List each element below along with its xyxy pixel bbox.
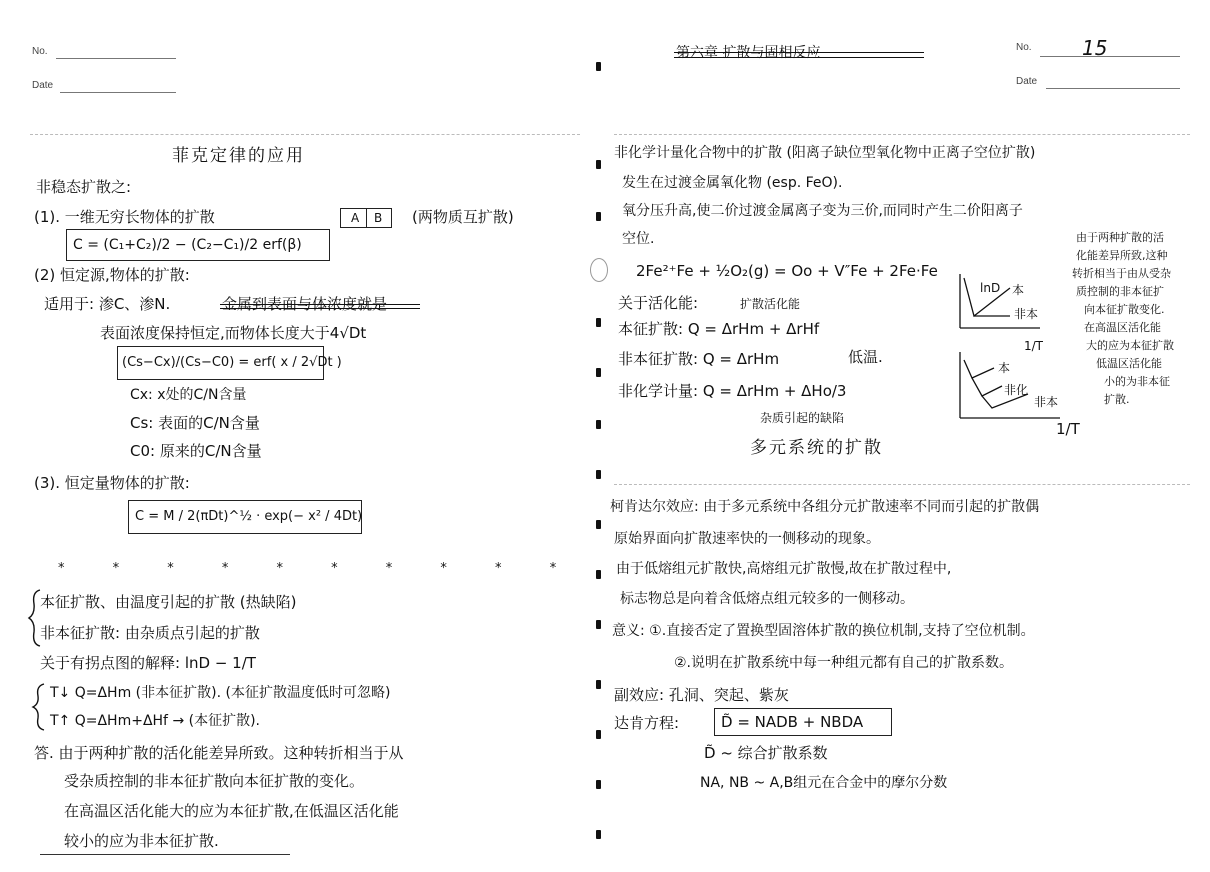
def-cs: Cs: 表面的C/N含量 <box>130 414 260 432</box>
intrinsic-formula: 本征扩散: Q = ΔrHm + ΔrHf <box>618 320 820 338</box>
low-temp-label: 低温. <box>848 348 883 366</box>
chart-label-nonstoich: 非化 <box>1004 383 1029 397</box>
underline <box>40 854 290 855</box>
defect-reaction: 2Fe²⁺Fe + ½O₂(g) = Oo + V″Fe + 2Fe·Fe <box>636 262 938 280</box>
box-divider <box>366 209 367 227</box>
answer-line-3: 在高温区活化能大的应为本征扩散,在低温区活化能 <box>64 802 399 820</box>
formula-3: C = M / 2(πDt)^½ · exp(− x² / 4Dt) <box>135 509 363 524</box>
date-label: Date <box>32 80 54 91</box>
formula-box-3 <box>128 500 362 534</box>
brace-mark <box>30 682 50 732</box>
side-note-line: 向本征扩散变化. <box>1084 303 1165 316</box>
formula-1: C = (C₁+C₂)/2 − (C₂−C₁)/2 erf(β) <box>73 237 302 253</box>
kirkendall-line-3: 由于低熔组元扩散快,高熔组元扩散慢,故在扩散过程中, <box>616 561 952 577</box>
chart-label-extrinsic-2: 非本 <box>1034 395 1059 409</box>
page-title: 菲克定律的应用 <box>172 146 305 166</box>
date-label: Date <box>1016 76 1038 87</box>
darken-n-definition: NA, NB ~ A,B组元在合金中的摩尔分数 <box>700 775 948 791</box>
section-subtitle: 非稳态扩散之: <box>36 178 132 196</box>
significance-line-1: 意义: ①.直接否定了置换型固溶体扩散的换位机制,支持了空位机制。 <box>612 623 1035 639</box>
s1-note: (两物质互扩散) <box>412 208 514 226</box>
strike-line <box>674 52 924 53</box>
ruled-line <box>614 134 1190 135</box>
kirkendall-line-4: 标志物总是向着含低熔点组元较多的一侧移动。 <box>620 591 914 607</box>
strike-line <box>674 57 924 58</box>
chart-label-extrinsic: 非本 <box>1014 307 1039 321</box>
curve-nonstoich <box>972 378 1002 396</box>
left-page <box>0 0 600 872</box>
side-note-line: 质控制的非本征扩 <box>1076 285 1164 298</box>
chart-label-intrinsic-2: 本 <box>998 361 1011 375</box>
s3-heading: (3). 恒定量物体的扩散: <box>34 474 190 492</box>
side-note-line: 扩散. <box>1104 393 1130 406</box>
def-cx: Cx: x处的C/N含量 <box>130 387 247 403</box>
date-line <box>1046 88 1180 89</box>
side-note-line: 低温区活化能 <box>1096 357 1162 370</box>
ruled-line <box>614 484 1190 485</box>
nonstoich-formula: 非化学计量: Q = ΔrHm + ΔHo/3 <box>618 382 847 400</box>
s2-heading: (2) 恒定源,物体的扩散: <box>34 266 190 284</box>
side-note-line: 转折相当于由从受杂 <box>1072 267 1171 280</box>
significance-line-2: ②.说明在扩散系统中每一种组元都有自己的扩散系数。 <box>674 655 1013 671</box>
chart-x-label-inner: 1/T <box>1024 339 1044 353</box>
kirkendall-line-1: 柯肯达尔效应: 由于多元系统中各组分元扩散速率不同而引起的扩散偶 <box>610 499 1040 515</box>
struck-chapter-title: 第六章 扩散与固相反应 <box>676 45 821 61</box>
activation-heading: 关于活化能: <box>618 294 699 312</box>
box-a: A <box>351 211 360 225</box>
extrinsic-formula: 非本征扩散: Q = ΔrHm <box>618 350 780 368</box>
part1-line3: 空位. <box>622 231 655 247</box>
side-note-line: 小的为非本征 <box>1104 375 1170 388</box>
side-note-line: 大的应为本征扩散 <box>1086 339 1174 352</box>
right-page <box>600 0 1210 872</box>
ab-box <box>340 208 392 228</box>
note-line-1: 本征扩散、由温度引起的扩散 (热缺陷) <box>40 593 297 611</box>
answer-line-1: 答. 由于两种扩散的活化能差异所致。这种转折相当于从 <box>34 744 404 762</box>
darken-formula: D̃ = NADB + NBDA <box>721 713 864 731</box>
s2-line2: 表面浓度保持恒定,而物体长度大于4√Dt <box>100 324 367 342</box>
no-label: No. <box>1016 42 1032 53</box>
star-divider: * * * * * * * * * * <box>58 561 579 576</box>
s2-applies: 适用于: 渗C、渗N. <box>44 295 171 313</box>
note-line-4: T↓ Q=ΔHm (非本征扩散). (本征扩散温度低时可忽略) <box>50 685 391 701</box>
answer-line-4: 较小的应为非本征扩散. <box>64 832 219 850</box>
darken-label: 达肯方程: <box>614 714 680 732</box>
no-label: No. <box>32 46 48 57</box>
kirkendall-line-2: 原始界面向扩散速率快的一侧移动的现象。 <box>614 531 880 547</box>
side-note-line: 由于两种扩散的活 <box>1076 231 1164 244</box>
no-line <box>56 58 176 59</box>
side-note-line: 化能差异所致,这种 <box>1076 249 1168 262</box>
formula-box-1 <box>66 229 330 261</box>
page-number: 15 <box>1082 36 1108 60</box>
strike-line <box>220 308 420 309</box>
ruled-line <box>30 134 580 135</box>
activation-note: 扩散活化能 <box>740 297 801 311</box>
box-b: B <box>374 211 383 225</box>
date-line <box>60 92 176 93</box>
part1-line1: 发生在过渡金属氧化物 (esp. FeO). <box>622 175 843 191</box>
part1-line2: 氧分压升高,使二价过渡金属离子变为三价,而同时产生二价阳离子 <box>622 203 1023 219</box>
s1-heading: (1). 一维无穷长物体的扩散 <box>34 208 215 226</box>
darken-d-definition: D̃ ~ 综合扩散系数 <box>704 744 828 762</box>
formula-2: (Cs−Cx)/(Cs−C0) = erf( x / 2√Dt ) <box>122 355 342 370</box>
multi-system-title: 多元系统的扩散 <box>750 438 883 458</box>
nonstoich-note: 杂质引起的缺陷 <box>760 411 845 425</box>
darken-formula-box <box>714 708 892 736</box>
chart-y-label: lnD <box>980 281 1001 295</box>
note-line-3: 关于有拐点图的解释: lnD − 1/T <box>40 654 256 672</box>
answer-line-2: 受杂质控制的非本征扩散向本征扩散的变化。 <box>64 772 365 790</box>
chart-label-intrinsic: 本 <box>1012 283 1025 297</box>
no-line <box>1040 56 1180 57</box>
curve-intrinsic-2 <box>964 360 994 378</box>
chart-x-label: 1/T <box>1056 420 1080 438</box>
side-effect-line: 副效应: 孔洞、突起、紫灰 <box>614 686 789 704</box>
formula-box-2 <box>117 346 342 380</box>
note-line-5: T↑ Q=ΔHm+ΔHf → (本征扩散). <box>50 713 260 729</box>
side-note-line: 在高温区活化能 <box>1084 321 1161 334</box>
def-c0: C0: 原来的C/N含量 <box>130 442 262 460</box>
strike-line <box>220 304 420 305</box>
note-line-2: 非本征扩散: 由杂质点引起的扩散 <box>40 624 260 642</box>
s2-struck-text: 金属到表面与体浓度就是 <box>222 295 388 313</box>
part1-heading: 非化学计量化合物中的扩散 (阳离子缺位型氧化物中正离子空位扩散) <box>614 145 1036 161</box>
